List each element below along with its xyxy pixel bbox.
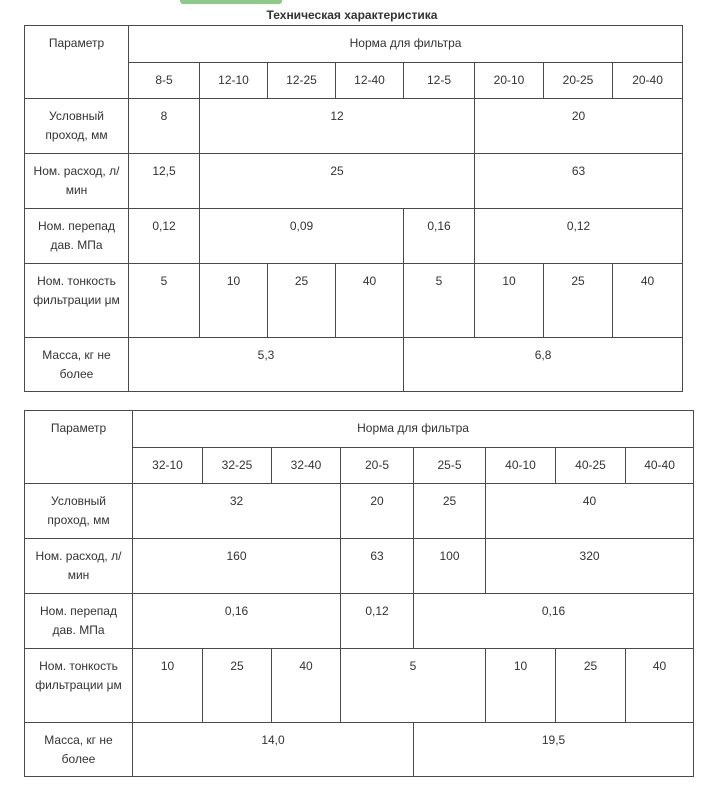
param-label: Условный проход, мм xyxy=(25,99,129,154)
value-cell: 0,12 xyxy=(129,209,200,264)
filter-code: 25-5 xyxy=(414,448,486,484)
value-cell: 100 xyxy=(414,539,486,594)
table-row xyxy=(25,649,694,723)
spec-table-1 xyxy=(24,25,683,392)
value-cell: 6,8 xyxy=(404,338,683,392)
filter-code: 20-40 xyxy=(613,63,683,99)
param-label: Ном. расход, л/мин xyxy=(25,154,129,209)
filter-code: 12-25 xyxy=(268,63,336,99)
value-cell: 320 xyxy=(486,539,694,594)
value-cell: 12,5 xyxy=(129,154,200,209)
param-label: Ном. тонкость фильтрации μм xyxy=(25,649,133,723)
value-cell: 32 xyxy=(133,484,341,539)
filter-code: 40-25 xyxy=(556,448,626,484)
value-cell: 25 xyxy=(556,649,626,723)
filter-code: 32-10 xyxy=(133,448,203,484)
filter-code: 32-25 xyxy=(203,448,272,484)
param-label: Масса, кг не более xyxy=(25,723,133,777)
filter-code: 20-5 xyxy=(341,448,414,484)
value-cell: 5 xyxy=(404,264,475,338)
table-row xyxy=(25,539,694,594)
value-cell: 63 xyxy=(475,154,683,209)
table-row xyxy=(25,209,683,264)
value-cell: 5 xyxy=(129,264,200,338)
value-cell: 14,0 xyxy=(133,723,414,777)
filter-code: 40-40 xyxy=(626,448,694,484)
table-row xyxy=(25,338,683,392)
table-row xyxy=(25,26,683,63)
table-row xyxy=(25,411,694,448)
filter-code: 40-10 xyxy=(486,448,556,484)
value-cell: 25 xyxy=(268,264,336,338)
table-row xyxy=(25,594,694,649)
spec-table-2 xyxy=(24,410,694,777)
value-cell: 0,16 xyxy=(404,209,475,264)
filter-code: 12-10 xyxy=(200,63,268,99)
filter-code: 20-10 xyxy=(475,63,544,99)
filter-code: 20-25 xyxy=(544,63,613,99)
value-cell: 10 xyxy=(486,649,556,723)
value-cell: 40 xyxy=(272,649,341,723)
param-label: Ном. перепад дав. МПа xyxy=(25,209,129,264)
value-cell: 40 xyxy=(486,484,694,539)
value-cell: 40 xyxy=(336,264,404,338)
value-cell: 25 xyxy=(414,484,486,539)
value-cell: 5 xyxy=(341,649,486,723)
table-row xyxy=(25,154,683,209)
value-cell: 25 xyxy=(544,264,613,338)
value-cell: 8 xyxy=(129,99,200,154)
param-label: Ном. расход, л/мин xyxy=(25,539,133,594)
value-cell: 20 xyxy=(341,484,414,539)
filter-code: 12-5 xyxy=(404,63,475,99)
param-header: Параметр xyxy=(25,411,133,484)
value-cell: 63 xyxy=(341,539,414,594)
value-cell: 0,12 xyxy=(475,209,683,264)
value-cell: 5,3 xyxy=(129,338,404,392)
value-cell: 160 xyxy=(133,539,341,594)
table-row xyxy=(25,723,694,777)
value-cell: 20 xyxy=(475,99,683,154)
value-cell: 40 xyxy=(626,649,694,723)
green-tab xyxy=(180,0,282,4)
value-cell: 0,09 xyxy=(200,209,404,264)
filter-code: 32-40 xyxy=(272,448,341,484)
value-cell: 12 xyxy=(200,99,475,154)
value-cell: 0,16 xyxy=(133,594,341,649)
filter-code: 12-40 xyxy=(336,63,404,99)
page-title: Техническая характеристика xyxy=(266,8,438,22)
table-row xyxy=(25,264,683,338)
param-label: Условный проход, мм xyxy=(25,484,133,539)
value-cell: 40 xyxy=(613,264,683,338)
value-cell: 10 xyxy=(200,264,268,338)
value-cell: 25 xyxy=(203,649,272,723)
table-row xyxy=(25,99,683,154)
param-label: Ном. тонкость фильтрации μм xyxy=(25,264,129,338)
value-cell: 10 xyxy=(133,649,203,723)
value-cell: 25 xyxy=(200,154,475,209)
param-label: Ном. перепад дав. МПа xyxy=(25,594,133,649)
value-cell: 0,12 xyxy=(341,594,414,649)
value-cell: 0,16 xyxy=(414,594,694,649)
filter-code: 8-5 xyxy=(129,63,200,99)
param-header: Параметр xyxy=(25,26,129,99)
value-cell: 19,5 xyxy=(414,723,694,777)
norm-header: Норма для фильтра xyxy=(129,26,683,63)
norm-header: Норма для фильтра xyxy=(133,411,694,448)
table-row xyxy=(25,484,694,539)
value-cell: 10 xyxy=(475,264,544,338)
param-label: Масса, кг не более xyxy=(25,338,129,392)
